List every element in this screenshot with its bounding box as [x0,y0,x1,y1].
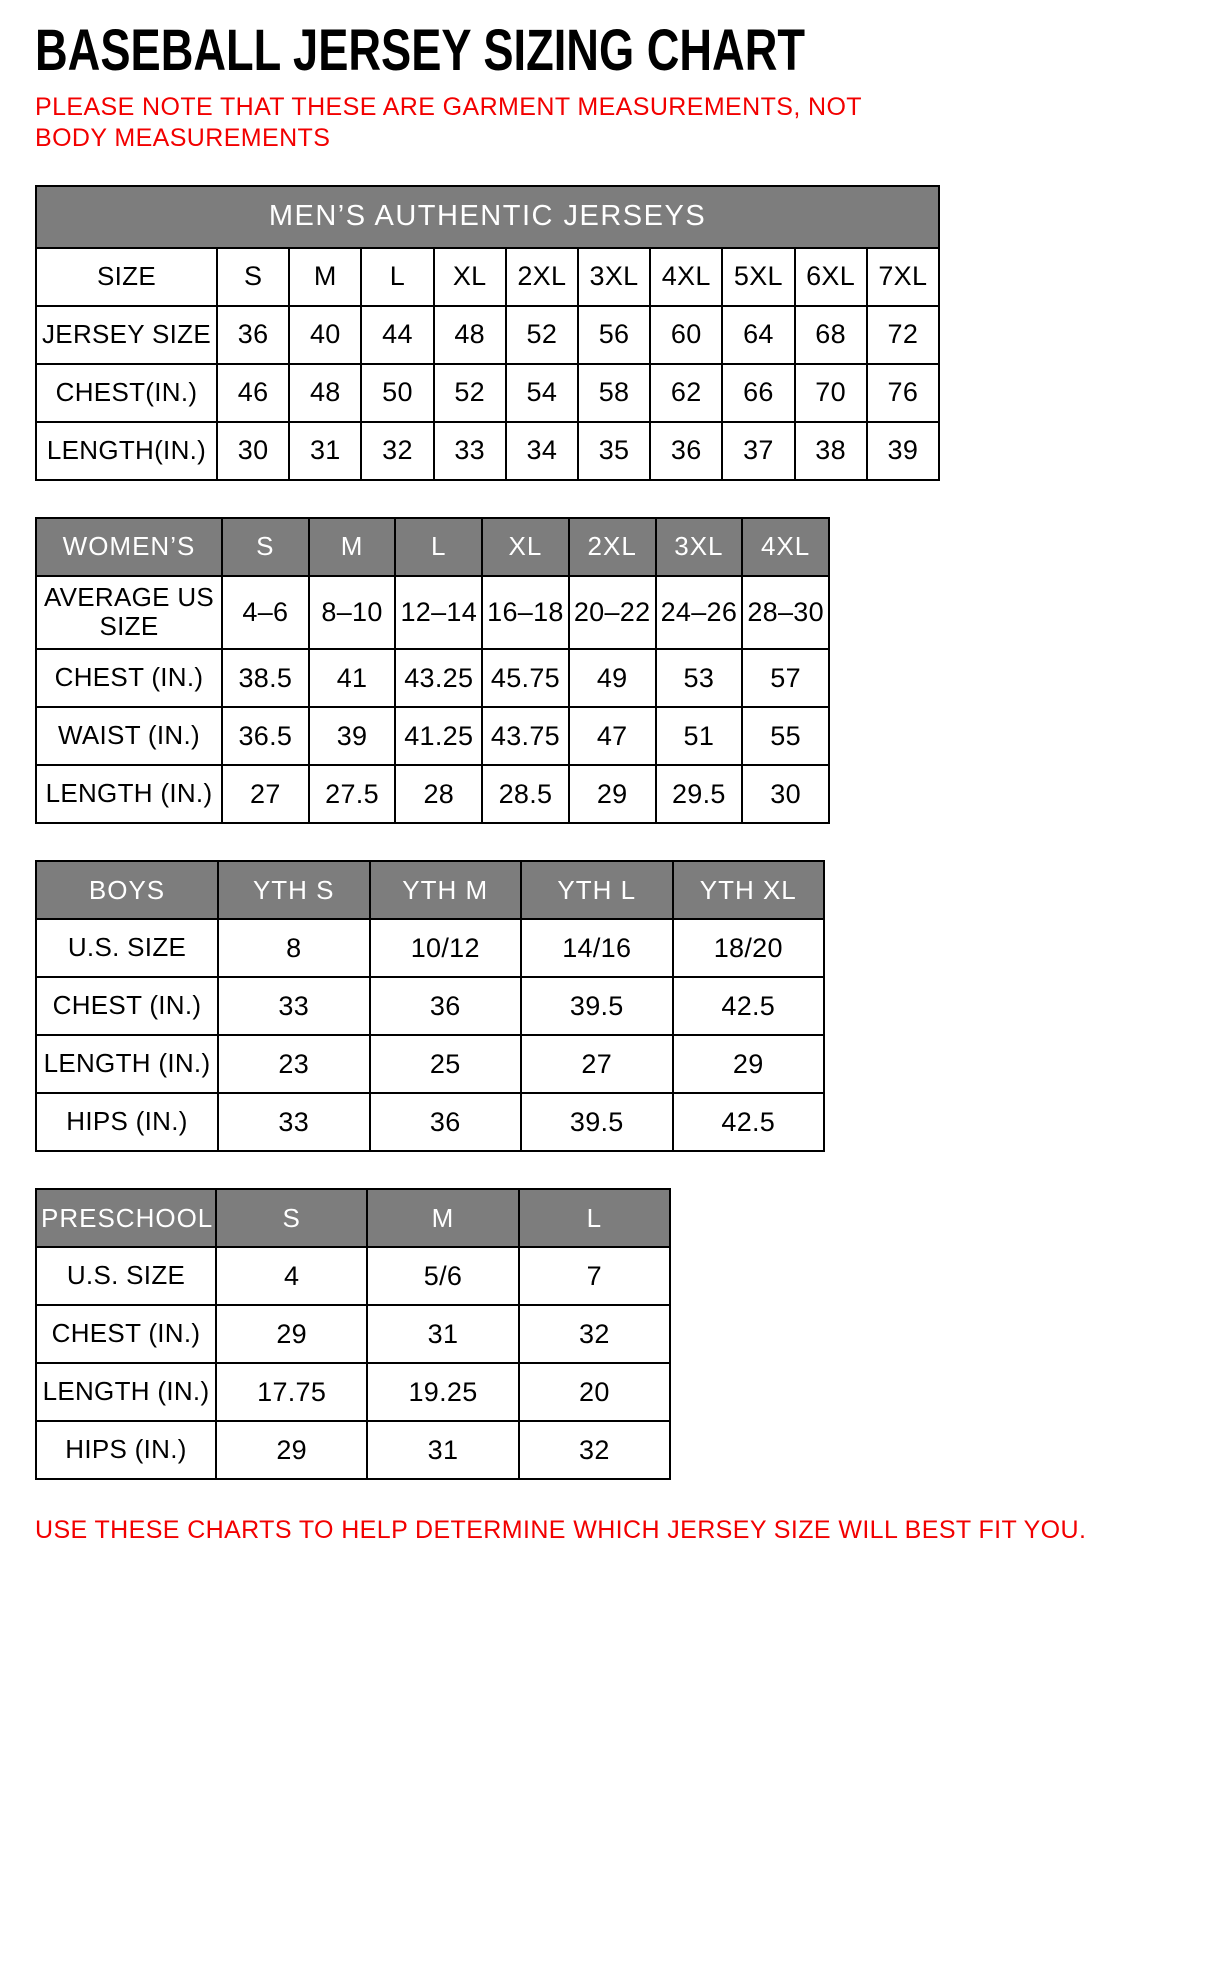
row-label: SIZE [36,248,217,306]
table-cell: 39.5 [521,977,673,1035]
table-cell: 19.25 [367,1363,518,1421]
table-cell: 48 [289,364,361,422]
table-cell: 42.5 [673,1093,825,1151]
table-cell: 44 [361,306,433,364]
table-cell: 33 [434,422,506,480]
row-label: LENGTH(IN.) [36,422,217,480]
table-cell: 68 [795,306,867,364]
table-row [36,707,829,765]
table-cell: 28–30 [742,576,829,650]
table-cell: 52 [506,306,578,364]
size-column-header: 3XL [656,518,743,576]
table-cell: M [289,248,361,306]
table-cell: 5XL [722,248,794,306]
table-cell: 25 [370,1035,522,1093]
table-cell: 39 [867,422,939,480]
row-label: JERSEY SIZE [36,306,217,364]
table-cell: 7 [519,1247,670,1305]
table-cell: 31 [367,1305,518,1363]
size-column-header: M [309,518,396,576]
table-cell: 16–18 [482,576,569,650]
table-cell: 76 [867,364,939,422]
table-cell: 36 [370,1093,522,1151]
table-row [36,364,939,422]
table-cell: 43.25 [395,649,482,707]
table-row [36,1035,824,1093]
table-cell: 3XL [578,248,650,306]
table-cell: 41.25 [395,707,482,765]
table-cell: 41 [309,649,396,707]
table-cell: 14/16 [521,919,673,977]
mens-size-table [35,185,940,481]
table-cell: 20–22 [569,576,656,650]
table-cell: 12–14 [395,576,482,650]
table-cell: 70 [795,364,867,422]
row-label: CHEST (IN.) [36,649,222,707]
table-cell: 33 [218,1093,370,1151]
table-cell: 27 [521,1035,673,1093]
boys-size-table [35,860,825,1152]
table-cell: 27.5 [309,765,396,823]
size-column-header: YTH XL [673,861,825,919]
mens-authentic-jerseys-table [35,185,1185,481]
table-cell: 27 [222,765,309,823]
row-label: CHEST (IN.) [36,1305,216,1363]
table-cell: 36 [370,977,522,1035]
table-cell: 60 [650,306,722,364]
table-cell: 54 [506,364,578,422]
table-row [36,919,824,977]
row-label: LENGTH (IN.) [36,765,222,823]
table-cell: 30 [742,765,829,823]
table-cell: 38 [795,422,867,480]
table-cell: 36 [650,422,722,480]
womens-table-title: WOMEN’S [36,518,222,576]
table-cell: 47 [569,707,656,765]
size-column-header: M [367,1189,518,1247]
table-cell: 48 [434,306,506,364]
row-label: U.S. SIZE [36,1247,216,1305]
boys-sizing-table [35,860,1185,1152]
row-label: LENGTH (IN.) [36,1035,218,1093]
table-cell: 38.5 [222,649,309,707]
footer-note: USE THESE CHARTS TO HELP DETERMINE WHICH JERSEY SIZE WILL BEST FIT YOU. [35,1516,1087,1545]
table-header-row [36,861,824,919]
table-cell: 46 [217,364,289,422]
table-cell: 30 [217,422,289,480]
table-cell: 62 [650,364,722,422]
table-cell: 7XL [867,248,939,306]
table-cell: 32 [519,1421,670,1479]
garment-measurement-note: PLEASE NOTE THAT THESE ARE GARMENT MEASUREMENTS, NOT BODY MEASUREMENTS [35,93,862,153]
table-cell: 18/20 [673,919,825,977]
table-cell: 37 [722,422,794,480]
table-cell: 55 [742,707,829,765]
table-row [36,422,939,480]
table-cell: S [217,248,289,306]
table-row [36,765,829,823]
size-column-header: 4XL [742,518,829,576]
table-cell: 36.5 [222,707,309,765]
size-column-header: YTH S [218,861,370,919]
table-cell: 5/6 [367,1247,518,1305]
table-cell: L [361,248,433,306]
row-label: LENGTH (IN.) [36,1363,216,1421]
table-cell: 2XL [506,248,578,306]
size-column-header: XL [482,518,569,576]
table-cell: 29 [569,765,656,823]
size-column-header: S [222,518,309,576]
row-label: AVERAGE US SIZE [36,576,222,650]
table-cell: 42.5 [673,977,825,1035]
size-column-header: 2XL [569,518,656,576]
table-cell: 29 [673,1035,825,1093]
row-label: U.S. SIZE [36,919,218,977]
table-row [36,306,939,364]
table-cell: 17.75 [216,1363,367,1421]
table-cell: 72 [867,306,939,364]
row-label: CHEST (IN.) [36,977,218,1035]
table-cell: 35 [578,422,650,480]
womens-sizing-table [35,517,1185,825]
table-row [36,576,829,650]
table-cell: 4XL [650,248,722,306]
table-row [36,1363,670,1421]
row-label: WAIST (IN.) [36,707,222,765]
table-row [36,1247,670,1305]
table-row [36,1093,824,1151]
table-row [36,1305,670,1363]
table-cell: 8–10 [309,576,396,650]
table-title-row [36,186,939,248]
row-label: HIPS (IN.) [36,1093,218,1151]
table-cell: 4 [216,1247,367,1305]
boys-table-title: BOYS [36,861,218,919]
table-cell: 28 [395,765,482,823]
table-cell: 39 [309,707,396,765]
preschool-sizing-table [35,1188,1185,1480]
table-cell: 28.5 [482,765,569,823]
table-cell: 4–6 [222,576,309,650]
table-cell: 43.75 [482,707,569,765]
table-cell: XL [434,248,506,306]
table-cell: 8 [218,919,370,977]
table-cell: 29 [216,1421,367,1479]
table-cell: 51 [656,707,743,765]
size-column-header: L [519,1189,670,1247]
page-title: BASEBALL JERSEY SIZING CHART [35,18,806,83]
table-cell: 40 [289,306,361,364]
table-cell: 31 [367,1421,518,1479]
table-cell: 39.5 [521,1093,673,1151]
size-column-header: L [395,518,482,576]
table-cell: 29.5 [656,765,743,823]
row-label: HIPS (IN.) [36,1421,216,1479]
table-row [36,977,824,1035]
table-cell: 23 [218,1035,370,1093]
table-cell: 29 [216,1305,367,1363]
table-row [36,248,939,306]
size-column-header: YTH L [521,861,673,919]
table-cell: 64 [722,306,794,364]
table-cell: 56 [578,306,650,364]
table-cell: 24–26 [656,576,743,650]
table-header-row [36,518,829,576]
table-cell: 58 [578,364,650,422]
size-column-header: S [216,1189,367,1247]
table-cell: 53 [656,649,743,707]
womens-size-table [35,517,830,825]
size-column-header: YTH M [370,861,522,919]
table-cell: 6XL [795,248,867,306]
table-cell: 52 [434,364,506,422]
table-cell: 10/12 [370,919,522,977]
table-header-row [36,1189,670,1247]
table-cell: 33 [218,977,370,1035]
table-cell: 57 [742,649,829,707]
mens-table-title: MEN’S AUTHENTIC JERSEYS [36,186,939,248]
table-row [36,1421,670,1479]
table-cell: 31 [289,422,361,480]
table-cell: 32 [519,1305,670,1363]
table-cell: 66 [722,364,794,422]
preschool-table-title: PRESCHOOL [36,1189,216,1247]
table-cell: 36 [217,306,289,364]
table-cell: 20 [519,1363,670,1421]
preschool-size-table [35,1188,671,1480]
table-cell: 34 [506,422,578,480]
table-row [36,649,829,707]
row-label: CHEST(IN.) [36,364,217,422]
table-cell: 45.75 [482,649,569,707]
table-cell: 50 [361,364,433,422]
table-cell: 49 [569,649,656,707]
table-cell: 32 [361,422,433,480]
